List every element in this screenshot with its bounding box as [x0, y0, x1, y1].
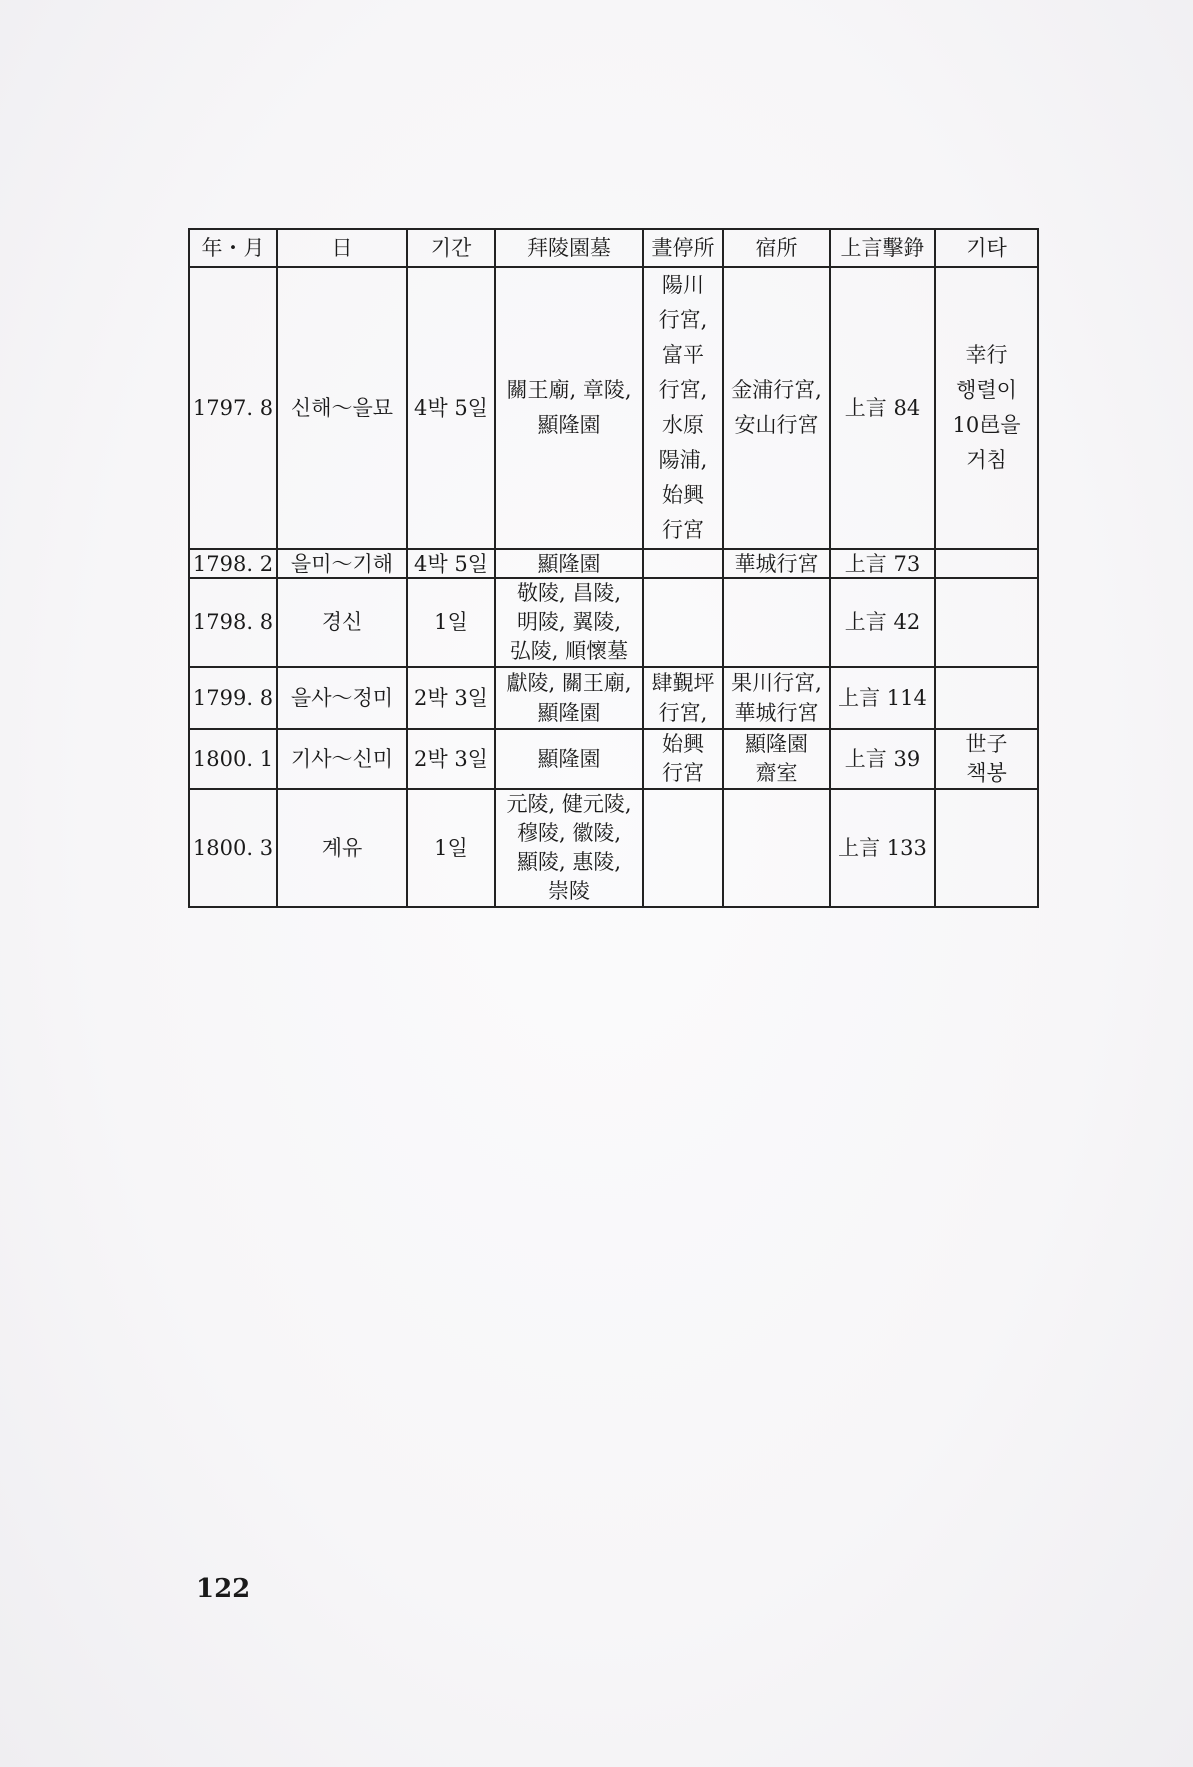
cell-line: 顯陵, 惠陵, — [516, 850, 622, 874]
cell-date: 1800. 3 — [189, 789, 277, 907]
cell-midday-stop — [643, 578, 723, 667]
cell-petitions: 上言 114 — [830, 667, 935, 729]
cell-tombs — [495, 267, 643, 549]
cell-other — [935, 789, 1038, 907]
cell-tombs — [495, 789, 643, 907]
cell-period: 1일 — [407, 578, 495, 667]
cell-other — [935, 578, 1038, 667]
cell-other — [935, 549, 1038, 578]
table-row — [189, 667, 1038, 729]
cell-line: 明陵, 翼陵, — [516, 610, 622, 634]
cell-line: 책봉 — [966, 761, 1007, 785]
cell-line: 陽浦, — [658, 448, 708, 472]
cell-line: 顯隆園 — [537, 701, 601, 725]
header-other: 기타 — [935, 229, 1038, 267]
cell-days: 기사～신미 — [277, 729, 407, 789]
cell-lodging — [723, 789, 830, 907]
cell-line: 華城行宮 — [734, 701, 819, 725]
cell-line: 顯隆園 — [537, 551, 601, 576]
cell-lodging — [723, 729, 830, 789]
header-midday-stop: 晝停所 — [643, 229, 723, 267]
cell-line: 10邑을 — [952, 413, 1021, 437]
header-year-month: 年・月 — [189, 229, 277, 267]
cell-line: 果川行宮, — [731, 671, 822, 695]
table-row — [189, 549, 1038, 578]
cell-line: 行宮, — [658, 378, 708, 402]
cell-line: 行宮, — [658, 308, 708, 332]
cell-line: 行宮, — [658, 701, 708, 725]
cell-petitions: 上言 84 — [830, 267, 935, 549]
cell-date: 1798. 2 — [189, 549, 277, 578]
royal-procession-table — [188, 228, 1039, 908]
cell-period: 2박 3일 — [407, 667, 495, 729]
cell-line: 顯隆園 — [537, 413, 601, 437]
table-row — [189, 729, 1038, 789]
cell-midday-stop — [643, 549, 723, 578]
cell-tombs — [495, 549, 643, 578]
cell-line: 金浦行宮, — [731, 378, 822, 402]
cell-period: 2박 3일 — [407, 729, 495, 789]
cell-line: 水原 — [662, 413, 704, 437]
cell-line: 陽川 — [662, 273, 704, 297]
cell-lodging — [723, 578, 830, 667]
cell-midday-stop — [643, 667, 723, 729]
cell-petitions: 上言 42 — [830, 578, 935, 667]
cell-tombs — [495, 667, 643, 729]
cell-line: 始興 — [662, 483, 704, 507]
cell-period: 1일 — [407, 789, 495, 907]
cell-date: 1797. 8 — [189, 267, 277, 549]
table-row — [189, 267, 1038, 549]
cell-date: 1798. 8 — [189, 578, 277, 667]
cell-other — [935, 667, 1038, 729]
cell-petitions: 上言 39 — [830, 729, 935, 789]
cell-line: 顯隆園 — [537, 746, 601, 771]
cell-line: 幸行 — [965, 343, 1008, 367]
cell-line: 崇陵 — [548, 879, 590, 903]
cell-days: 을미～기해 — [277, 549, 407, 578]
cell-line: 行宮 — [662, 761, 704, 785]
cell-line: 顯隆園 — [745, 732, 808, 756]
header-petitions: 上言擊錚 — [830, 229, 935, 267]
cell-tombs — [495, 578, 643, 667]
cell-line: 弘陵, 順懷墓 — [509, 639, 629, 663]
cell-date: 1799. 8 — [189, 667, 277, 729]
header-lodging: 宿所 — [723, 229, 830, 267]
cell-line: 거침 — [966, 448, 1007, 472]
cell-line: 行宮 — [662, 518, 704, 542]
cell-line: 華城行宮 — [734, 551, 819, 576]
cell-line: 穆陵, 徽陵, — [516, 821, 622, 845]
cell-lodging — [723, 267, 830, 549]
cell-line: 富平 — [662, 343, 704, 367]
cell-days: 계유 — [277, 789, 407, 907]
cell-line: 齋室 — [755, 761, 798, 785]
cell-line: 安山行宮 — [734, 413, 819, 437]
cell-petitions: 上言 133 — [830, 789, 935, 907]
table-row — [189, 789, 1038, 907]
cell-other — [935, 267, 1038, 549]
cell-petitions: 上言 73 — [830, 549, 935, 578]
cell-other — [935, 729, 1038, 789]
cell-line: 關王廟, 章陵, — [506, 378, 632, 402]
cell-lodging — [723, 549, 830, 578]
table-header-row — [189, 229, 1038, 267]
header-period: 기간 — [407, 229, 495, 267]
cell-days: 신해～을묘 — [277, 267, 407, 549]
page-number: 122 — [196, 1574, 251, 1604]
cell-lodging — [723, 667, 830, 729]
cell-midday-stop — [643, 789, 723, 907]
cell-days: 경신 — [277, 578, 407, 667]
cell-period: 4박 5일 — [407, 549, 495, 578]
table-body — [189, 267, 1038, 907]
cell-line: 世子 — [965, 732, 1008, 756]
cell-midday-stop — [643, 267, 723, 549]
cell-line: 敬陵, 昌陵, — [516, 581, 622, 605]
cell-midday-stop — [643, 729, 723, 789]
table-row — [189, 578, 1038, 667]
cell-line: 獻陵, 關王廟, — [506, 671, 632, 695]
cell-days: 을사～정미 — [277, 667, 407, 729]
cell-line: 始興 — [662, 732, 704, 756]
cell-line: 元陵, 健元陵, — [506, 792, 632, 816]
header-day: 日 — [277, 229, 407, 267]
cell-period: 4박 5일 — [407, 267, 495, 549]
cell-tombs — [495, 729, 643, 789]
cell-date: 1800. 1 — [189, 729, 277, 789]
cell-line: 행렬이 — [956, 378, 1017, 402]
cell-line: 肆覲坪 — [651, 671, 715, 695]
header-tombs-visited: 拜陵園墓 — [495, 229, 643, 267]
